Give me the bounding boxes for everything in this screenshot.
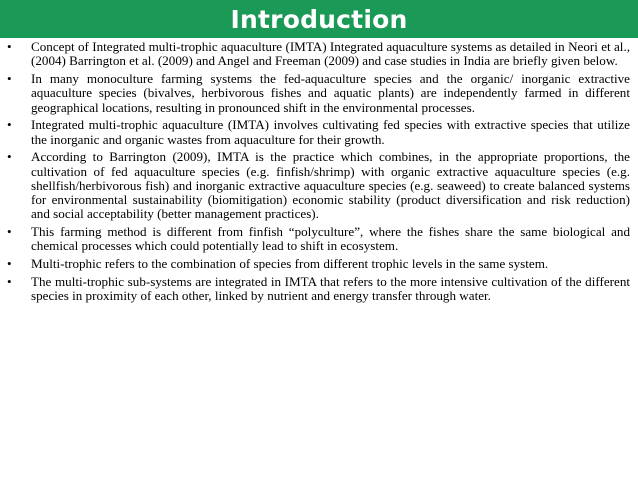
bullet-marker: • — [7, 273, 12, 289]
bullet-marker: • — [7, 256, 12, 272]
bullet-text: This farming method is different from finfish “polyculture”, where the fishes share the same biological and chemical processes which could potentially lead to shift in ecosystem. — [31, 224, 630, 254]
bullet-item — [0, 225, 638, 254]
bullet-marker: • — [7, 149, 12, 165]
bullet-item — [0, 150, 638, 221]
bullet-marker: • — [7, 224, 12, 240]
slide-title: Introduction — [230, 5, 408, 34]
bullet-marker: • — [7, 39, 12, 54]
bullet-item — [0, 40, 638, 69]
bullet-item — [0, 118, 638, 147]
bullet-text: Concept of Integrated multi-trophic aquaculture (IMTA) Integrated aquaculture systems as detailed in Neori et al., (2004) Barrington et al. (2009) and Angel and Freeman (2009) and case studies in India are briefly given below. — [31, 39, 630, 69]
bullet-text: Integrated multi-trophic aquaculture (IMTA) involves cultivating fed species with extractive species that utilize the inorganic and organic wastes from aquaculture for their growth. — [31, 117, 630, 147]
bullet-text: In many monoculture farming systems the fed-aquaculture species and the organic/ inorganic extractive aquaculture species (bivalves, herbivorous fishes and aquatic plants) are independently farmed in different geographical locations, resulting in pronounced shift in the environmental processes. — [31, 70, 630, 115]
bullet-item — [0, 72, 638, 115]
bullet-item — [0, 257, 638, 271]
bullet-text: According to Barrington (2009), IMTA is the practice which combines, in the appropriate proportions, the cultivation of fed aquaculture species (e.g. finfish/shrimp) with organic extractive aquaculture species (e.g. shellfish/herbivorous fish) and inorganic extractive aquaculture species (e.g. seaweed) to create balanced systems for environmental sustainability (biomitigation) economic stability (product diversification and risk reduction) and social acceptability (better management practices). — [31, 149, 630, 222]
bullet-text: Multi-trophic refers to the combination of species from different trophic levels in the same system. — [31, 256, 549, 272]
bullet-marker: • — [7, 70, 12, 86]
bullet-marker: • — [7, 117, 12, 133]
title-bar — [0, 0, 638, 38]
bullet-text: The multi-trophic sub-systems are integrated in IMTA that refers to the more intensive cultivation of the different species in proximity of each other, linked by nutrient and energy transfer through water. — [31, 273, 630, 304]
bullet-list — [0, 40, 638, 307]
bullet-item — [0, 275, 638, 304]
